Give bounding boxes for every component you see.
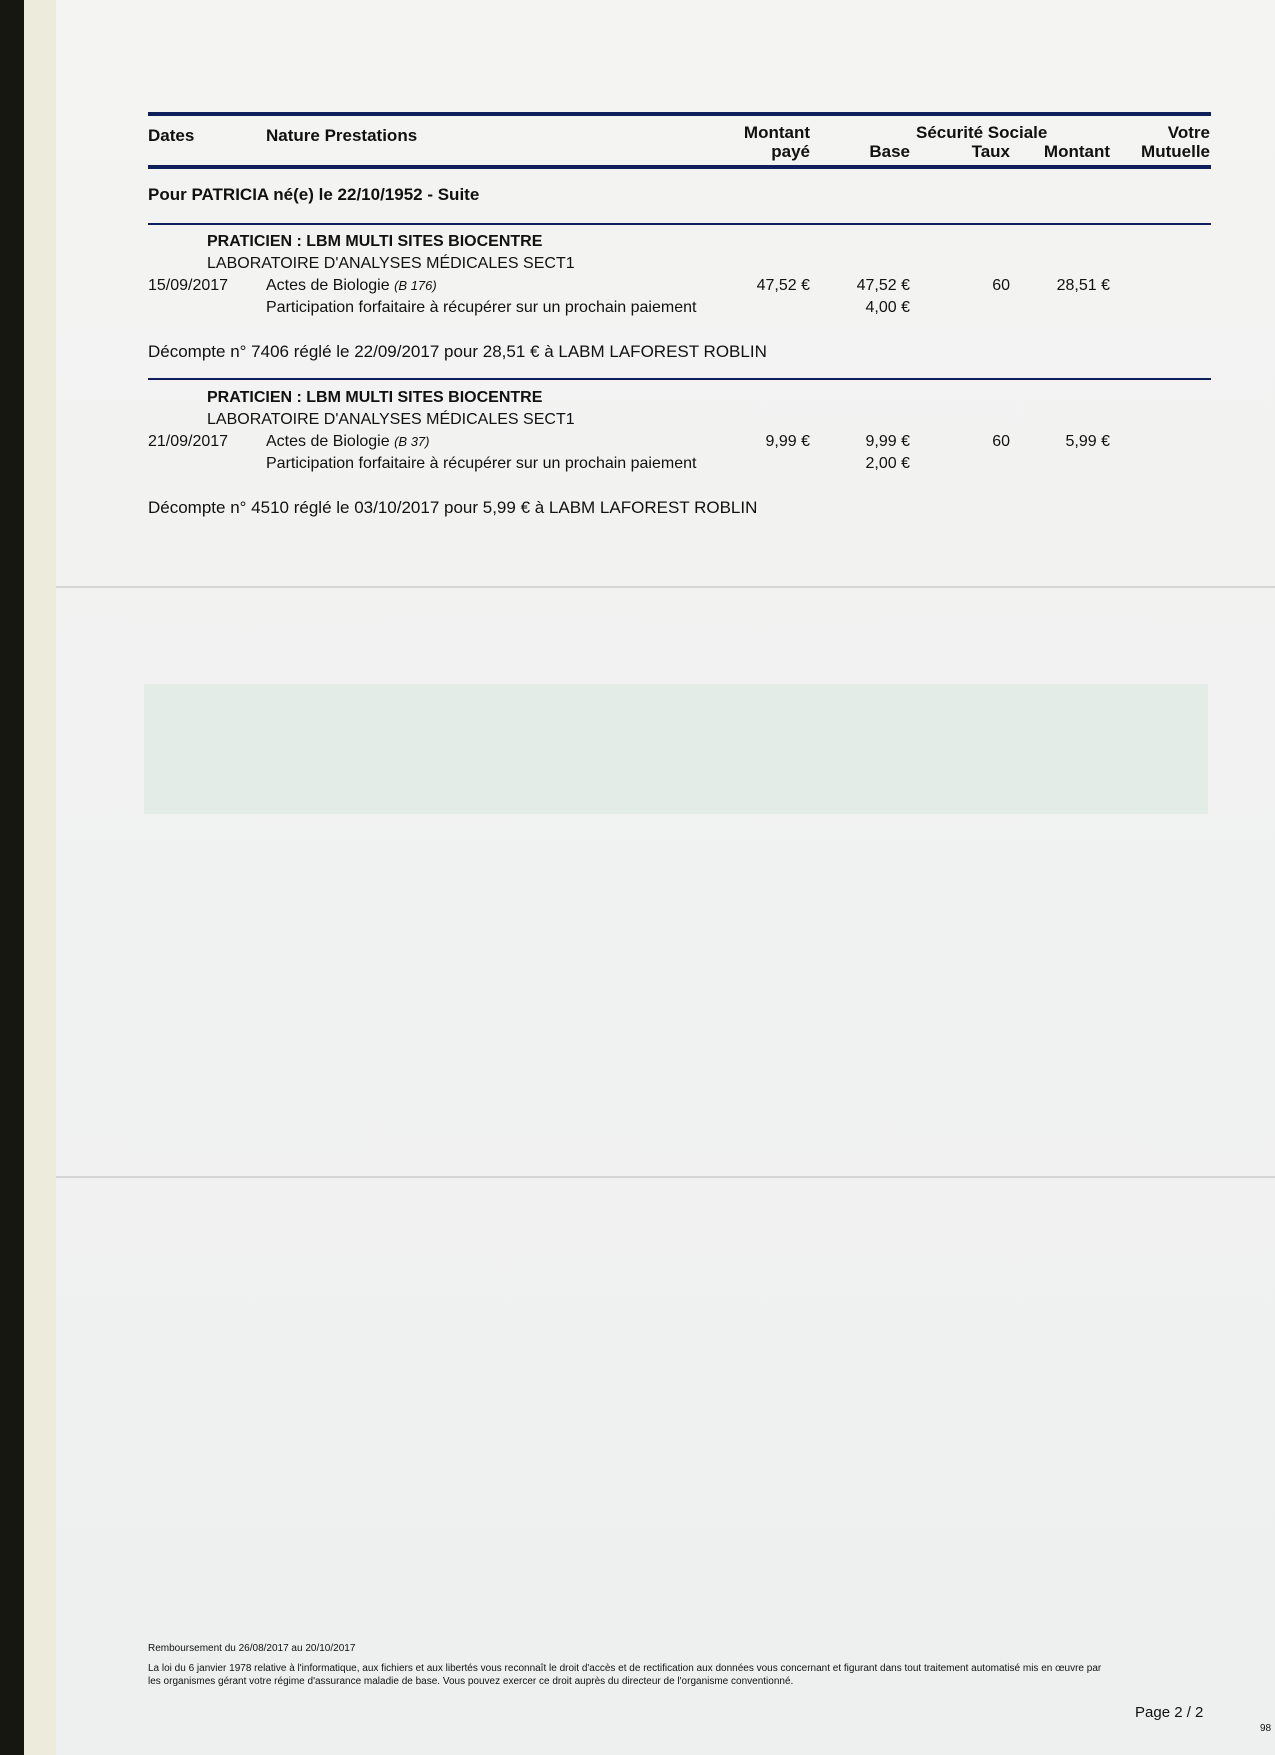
col-nature: Nature Prestations <box>266 126 418 145</box>
patient-line: Pour PATRICIA né(e) le 22/10/1952 - Suite <box>148 185 480 204</box>
date-1: 15/09/2017 <box>148 277 229 294</box>
fold-line-2 <box>56 1176 1275 1178</box>
montant-paye-1: 47,52 € <box>756 277 810 294</box>
decompte-1: Décompte n° 7406 réglé le 22/09/2017 pour 28,51 € à LABM LAFOREST ROBLIN <box>148 342 767 361</box>
base-1: 47,52 € <box>856 277 910 294</box>
col-securite-sociale: Sécurité Sociale <box>916 123 1048 142</box>
col-votre-mutuelle-2: Mutuelle <box>1141 142 1210 161</box>
acte-1: Actes de Biologie (B 176) <box>266 277 437 294</box>
legal-notice: La loi du 6 janvier 1978 relative à l'informatique, aux fichiers et aux libertés vous reconnaît le droit d'accès et de rectification aux données vous concernant et figurant dans tout traitement automatisé mis en œuvre par les organismes gérant votre régime d'assurance maladie de base. Vous pouvez exercer ce droit auprès du directeur de l'organisme conventionné. <box>148 1663 1102 1687</box>
show-through-band <box>144 684 1208 814</box>
base-2: 9,99 € <box>865 433 910 450</box>
col-taux: Taux <box>971 142 1010 161</box>
col-montant-paye-2: payé <box>771 142 810 161</box>
col-dates: Dates <box>148 126 195 145</box>
participation-base-1: 4,00 € <box>865 299 910 316</box>
col-montant-paye-1: Montant <box>743 123 810 142</box>
page-number: Page 2 / 2 <box>1135 1704 1204 1721</box>
paper-strip <box>24 0 56 1755</box>
fold-line-1 <box>56 586 1275 588</box>
taux-2: 60 <box>992 433 1010 450</box>
corner-number: 98 <box>1260 1723 1272 1734</box>
praticien-1: PRATICIEN : LBM MULTI SITES BIOCENTRE <box>207 233 543 250</box>
patient-rule <box>148 223 1211 225</box>
code-2: (B 37) <box>394 434 430 449</box>
montant-2: 5,99 € <box>1065 433 1110 450</box>
participation-1: Participation forfaitaire à récupérer sur un prochain paiement <box>266 299 697 316</box>
block-rule <box>148 378 1211 380</box>
header-bottom-rule <box>148 165 1211 169</box>
scanner-edge <box>0 0 24 1755</box>
col-montant: Montant <box>1043 142 1110 161</box>
code-1: (B 176) <box>394 278 437 293</box>
taux-1: 60 <box>992 277 1010 294</box>
participation-base-2: 2,00 € <box>865 455 910 472</box>
montant-1: 28,51 € <box>1056 277 1110 294</box>
acte-2: Actes de Biologie (B 37) <box>266 433 430 450</box>
laboratoire-1: LABORATOIRE D'ANALYSES MÉDICALES SECT1 <box>207 255 575 272</box>
praticien-2: PRATICIEN : LBM MULTI SITES BIOCENTRE <box>207 389 543 406</box>
decompte-2: Décompte n° 4510 réglé le 03/10/2017 pour 5,99 € à LABM LAFOREST ROBLIN <box>148 498 758 517</box>
header-top-rule <box>148 112 1211 116</box>
laboratoire-2: LABORATOIRE D'ANALYSES MÉDICALES SECT1 <box>207 411 575 428</box>
col-votre-mutuelle-1: Votre <box>1167 123 1210 142</box>
participation-2: Participation forfaitaire à récupérer sur un prochain paiement <box>266 455 697 472</box>
date-2: 21/09/2017 <box>148 433 229 450</box>
montant-paye-2: 9,99 € <box>765 433 810 450</box>
remboursement-period: Remboursement du 26/08/2017 au 20/10/2017 <box>148 1643 356 1654</box>
col-base: Base <box>869 142 910 161</box>
